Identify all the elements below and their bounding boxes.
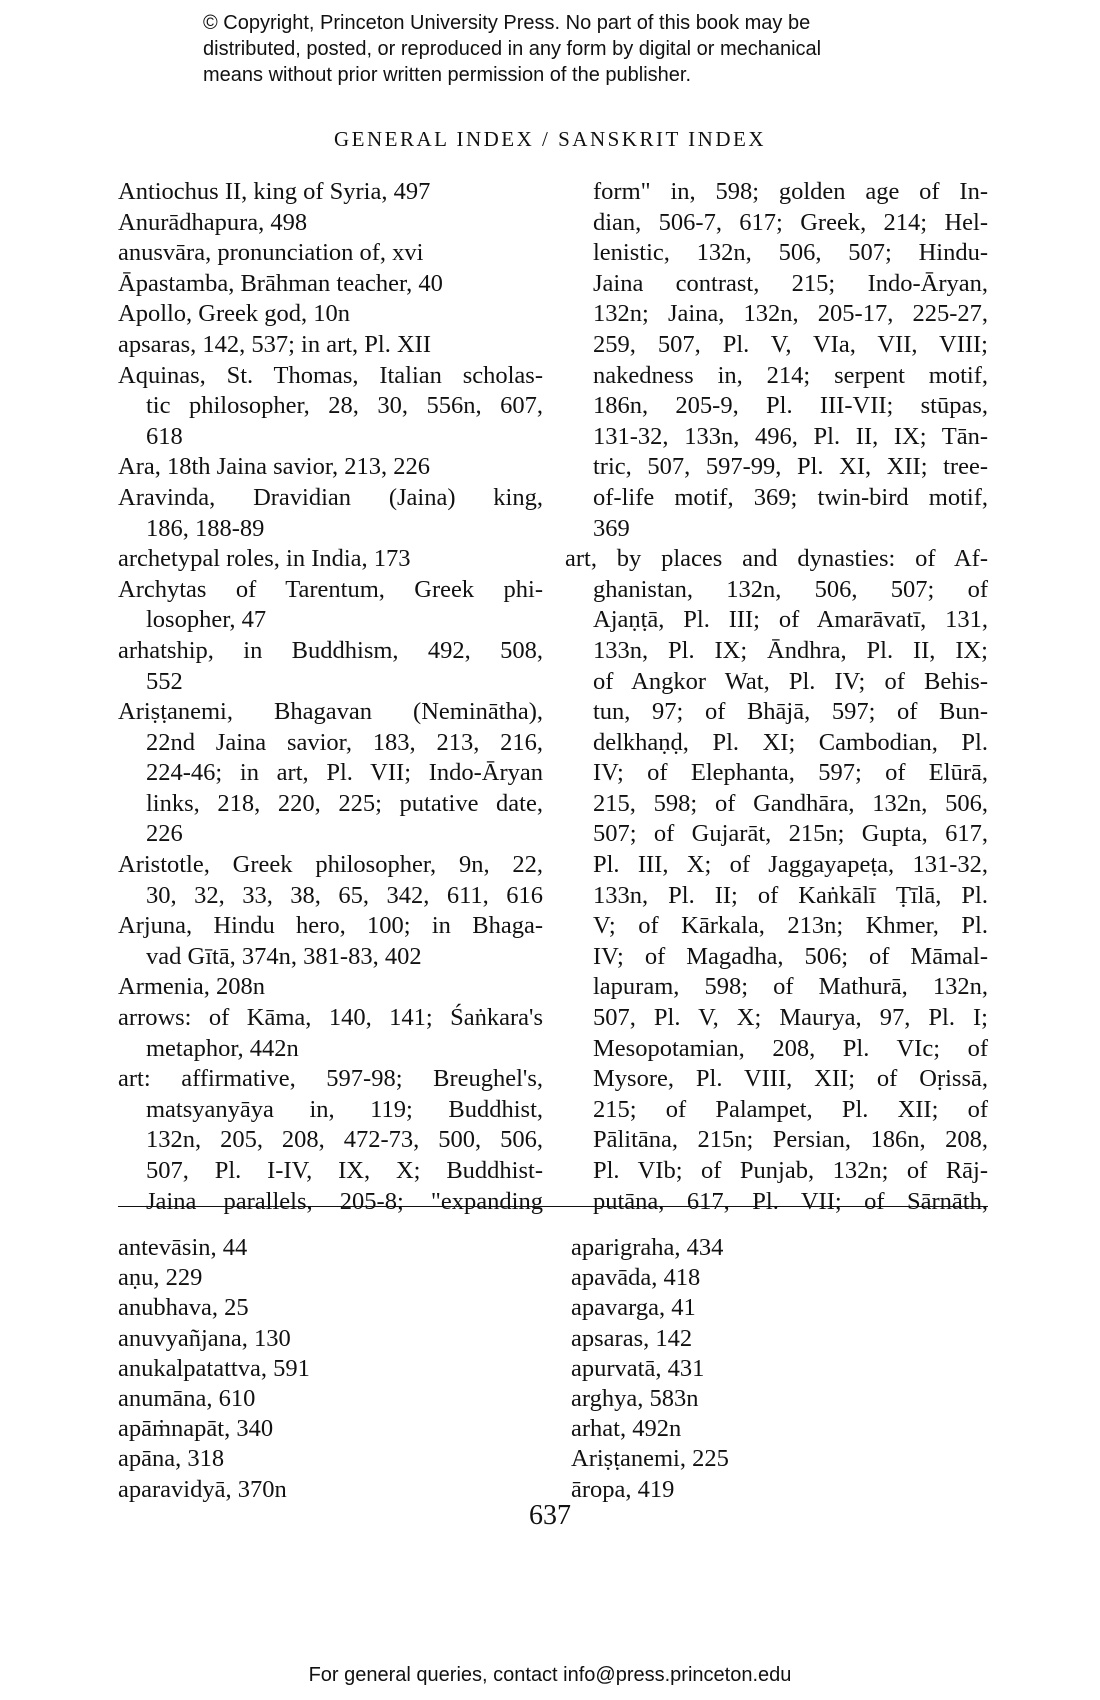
index-entry-line: Mysore, Pl. VIII, XII; of Oṛissā, bbox=[593, 1065, 988, 1093]
sanskrit-term: apāna, 318 bbox=[118, 1445, 225, 1473]
copyright-line: means without prior written permission of the publisher. bbox=[203, 64, 692, 86]
copyright-notice bbox=[203, 10, 923, 88]
copyright-line: © Copyright, Princeton University Press. No part of this book may be bbox=[203, 12, 811, 34]
index-entry-line: tric, 507, 597-99, Pl. XI, XII; tree- bbox=[593, 453, 988, 481]
index-entry-line: Apollo, Greek god, 10n bbox=[118, 300, 351, 328]
index-entry-line: 369 bbox=[593, 514, 630, 542]
index-entry-line: Ariṣṭanemi, Bhagavan (Neminātha), bbox=[118, 698, 543, 726]
index-entry-line: archetypal roles, in India, 173 bbox=[118, 545, 411, 573]
index-entry-line: Archytas of Tarentum, Greek phi- bbox=[118, 575, 543, 603]
sanskrit-term: apavāda, 418 bbox=[571, 1264, 701, 1292]
index-entry-line: Armenia, 208n bbox=[118, 973, 265, 1001]
sanskrit-term: āropa, 419 bbox=[571, 1475, 675, 1503]
index-entry-line: 132n, 205, 208, 472-73, 500, 506, bbox=[146, 1126, 543, 1154]
index-entry-line: 186n, 205-9, Pl. III-VII; stūpas, bbox=[593, 392, 988, 420]
running-head: GENERAL INDEX / SANSKRIT INDEX bbox=[334, 127, 766, 151]
index-entry-line: 215, 598; of Gandhāra, 132n, 506, bbox=[593, 789, 988, 817]
general-index-left-column bbox=[118, 177, 543, 1217]
section-divider bbox=[118, 1206, 988, 1207]
index-entry-line: 132n; Jaina, 132n, 205-17, 225-27, bbox=[593, 300, 988, 328]
index-entry-line: 30, 32, 33, 38, 65, 342, 611, 616 bbox=[146, 881, 543, 909]
index-entry-line: Arjuna, Hindu hero, 100; in Bhaga- bbox=[118, 912, 543, 940]
index-entry-line: Aravinda, Dravidian (Jaina) king, bbox=[118, 483, 543, 511]
index-entry-line: 224-46; in art, Pl. VII; Indo-Āryan bbox=[146, 759, 543, 787]
sanskrit-term: apavarga, 41 bbox=[571, 1294, 696, 1322]
index-entry-line: apsaras, 142, 537; in art, Pl. XII bbox=[118, 330, 431, 358]
index-entry-line: Āpastamba, Brāhman teacher, 40 bbox=[118, 269, 443, 297]
index-entry-line: 215; of Palampet, Pl. XII; of bbox=[593, 1095, 988, 1123]
index-entry-line: art: affirmative, 597-98; Breughel's, bbox=[118, 1065, 543, 1093]
index-entry-line: ghanistan, 132n, 506, 507; of bbox=[593, 575, 988, 603]
index-entry-line: putāna, 617, Pl. VII; of Sārnāth, bbox=[593, 1187, 988, 1215]
index-entry-line: vad Gītā, 374n, 381-83, 402 bbox=[146, 942, 422, 970]
index-entry-line: Anurādhapura, 498 bbox=[118, 208, 308, 236]
index-entry-line: of-life motif, 369; twin-bird motif, bbox=[593, 483, 988, 511]
sanskrit-term: anuvyañjana, 130 bbox=[118, 1324, 291, 1352]
index-entry-line: Antiochus II, king of Syria, 497 bbox=[118, 178, 431, 205]
sanskrit-term: apāṁnapāt, 340 bbox=[118, 1415, 274, 1443]
index-entry-line: Aquinas, St. Thomas, Italian scholas- bbox=[118, 361, 543, 389]
index-entry-line: dian, 506-7, 617; Greek, 214; Hel- bbox=[593, 208, 988, 236]
index-entry-line: metaphor, 442n bbox=[146, 1034, 299, 1062]
index-entry-line: Jaina contrast, 215; Indo-Āryan, bbox=[593, 269, 988, 297]
index-entry-line: nakedness in, 214; serpent motif, bbox=[593, 361, 988, 389]
index-entry-line: lapuram, 598; of Mathurā, 132n, bbox=[593, 973, 988, 1001]
index-entry-line: lenistic, 132n, 506, 507; Hindu- bbox=[593, 239, 988, 267]
index-entry-line: Pl. III, X; of Jaggayapeṭa, 131-32, bbox=[593, 851, 988, 879]
sanskrit-term: aparigraha, 434 bbox=[571, 1234, 724, 1261]
index-entry-line: delkhaṇḍ, Pl. XI; Cambodian, Pl. bbox=[593, 728, 988, 756]
footer-contact: For general queries, contact info@press.princeton.edu bbox=[308, 1664, 792, 1686]
sanskrit-term: aparavidyā, 370n bbox=[118, 1475, 287, 1503]
index-entry-line: matsyanyāya in, 119; Buddhist, bbox=[146, 1095, 543, 1123]
index-entry-line: Pālitāna, 215n; Persian, 186n, 208, bbox=[593, 1126, 988, 1154]
sanskrit-term: antevāsin, 44 bbox=[118, 1234, 248, 1261]
index-entry-line: Jaina parallels, 205-8; "expanding bbox=[146, 1187, 543, 1215]
index-entry-line: form" in, 598; golden age of In- bbox=[593, 178, 988, 205]
sanskrit-term: anumāna, 610 bbox=[118, 1385, 256, 1413]
index-entry-line: 507, Pl. V, X; Maurya, 97, Pl. I; bbox=[593, 1004, 988, 1032]
general-index-right-column bbox=[565, 177, 988, 1217]
page-number: 637 bbox=[529, 1500, 571, 1531]
index-entry-line: of Angkor Wat, Pl. IV; of Behis- bbox=[593, 667, 988, 695]
index-entry-line: 133n, Pl. IX; Āndhra, Pl. II, IX; bbox=[593, 636, 988, 664]
index-entry-line: V; of Kārkala, 213n; Khmer, Pl. bbox=[593, 912, 988, 940]
sanskrit-term: arghya, 583n bbox=[571, 1385, 699, 1413]
index-entry-line: 507, Pl. I-IV, IX, X; Buddhist- bbox=[146, 1157, 543, 1184]
index-entry-line: losopher, 47 bbox=[146, 606, 267, 634]
index-entry-line: 22nd Jaina savior, 183, 213, 216, bbox=[146, 728, 543, 756]
sanskrit-index-left-column bbox=[118, 1233, 310, 1505]
index-entry-line: 507; of Gujarāt, 215n; Gupta, 617, bbox=[593, 820, 988, 848]
index-entry-line: arrows: of Kāma, 140, 141; Śaṅkara's bbox=[118, 1004, 543, 1032]
sanskrit-term: anukalpatattva, 591 bbox=[118, 1354, 310, 1382]
index-entry-line: 133n, Pl. II; of Kaṅkālī Ṭīlā, Pl. bbox=[593, 881, 988, 909]
sanskrit-term: arhat, 492n bbox=[571, 1415, 682, 1443]
index-entry-line: art, by places and dynasties: of Af- bbox=[565, 545, 988, 573]
index-entry-line: Mesopotamian, 208, Pl. VIc; of bbox=[593, 1034, 988, 1062]
index-entry-line: links, 218, 220, 225; putative date, bbox=[146, 789, 543, 817]
index-entry-line: Ajaṇṭā, Pl. III; of Amarāvatī, 131, bbox=[593, 606, 988, 634]
index-entry-line: tun, 97; of Bhājā, 597; of Bun- bbox=[593, 698, 988, 726]
index-entry-line: 131-32, 133n, 496, Pl. II, IX; Tān- bbox=[593, 422, 988, 450]
sanskrit-term: aṇu, 229 bbox=[118, 1264, 203, 1292]
index-entry-line: 552 bbox=[146, 667, 183, 695]
index-entry-line: Pl. VIb; of Punjab, 132n; of Rāj- bbox=[593, 1157, 988, 1184]
sanskrit-term: apsaras, 142 bbox=[571, 1324, 693, 1352]
index-entry-line: 618 bbox=[146, 422, 183, 450]
copyright-line: distributed, posted, or reproduced in any form by digital or mechanical bbox=[203, 38, 822, 60]
sanskrit-term: anubhava, 25 bbox=[118, 1294, 249, 1322]
index-entry-line: anusvāra, pronunciation of, xvi bbox=[118, 239, 424, 267]
sanskrit-term: apurvatā, 431 bbox=[571, 1354, 705, 1382]
index-entry-line: Ara, 18th Jaina savior, 213, 226 bbox=[118, 453, 431, 481]
index-entry-line: arhatship, in Buddhism, 492, 508, bbox=[118, 636, 543, 664]
index-entry-line: tic philosopher, 28, 30, 556n, 607, bbox=[146, 392, 543, 420]
sanskrit-index-right-column bbox=[571, 1233, 729, 1505]
index-entry-line: 226 bbox=[146, 820, 183, 848]
sanskrit-term: Ariṣṭanemi, 225 bbox=[571, 1445, 729, 1473]
index-entry-line: IV; of Magadha, 506; of Māmal- bbox=[593, 942, 988, 970]
index-entry-line: 259, 507, Pl. V, VIa, VII, VIII; bbox=[593, 330, 988, 358]
index-entry-line: IV; of Elephanta, 597; of Elūrā, bbox=[593, 759, 988, 787]
index-entry-line: Aristotle, Greek philosopher, 9n, 22, bbox=[118, 851, 543, 879]
index-entry-line: 186, 188-89 bbox=[146, 514, 265, 542]
